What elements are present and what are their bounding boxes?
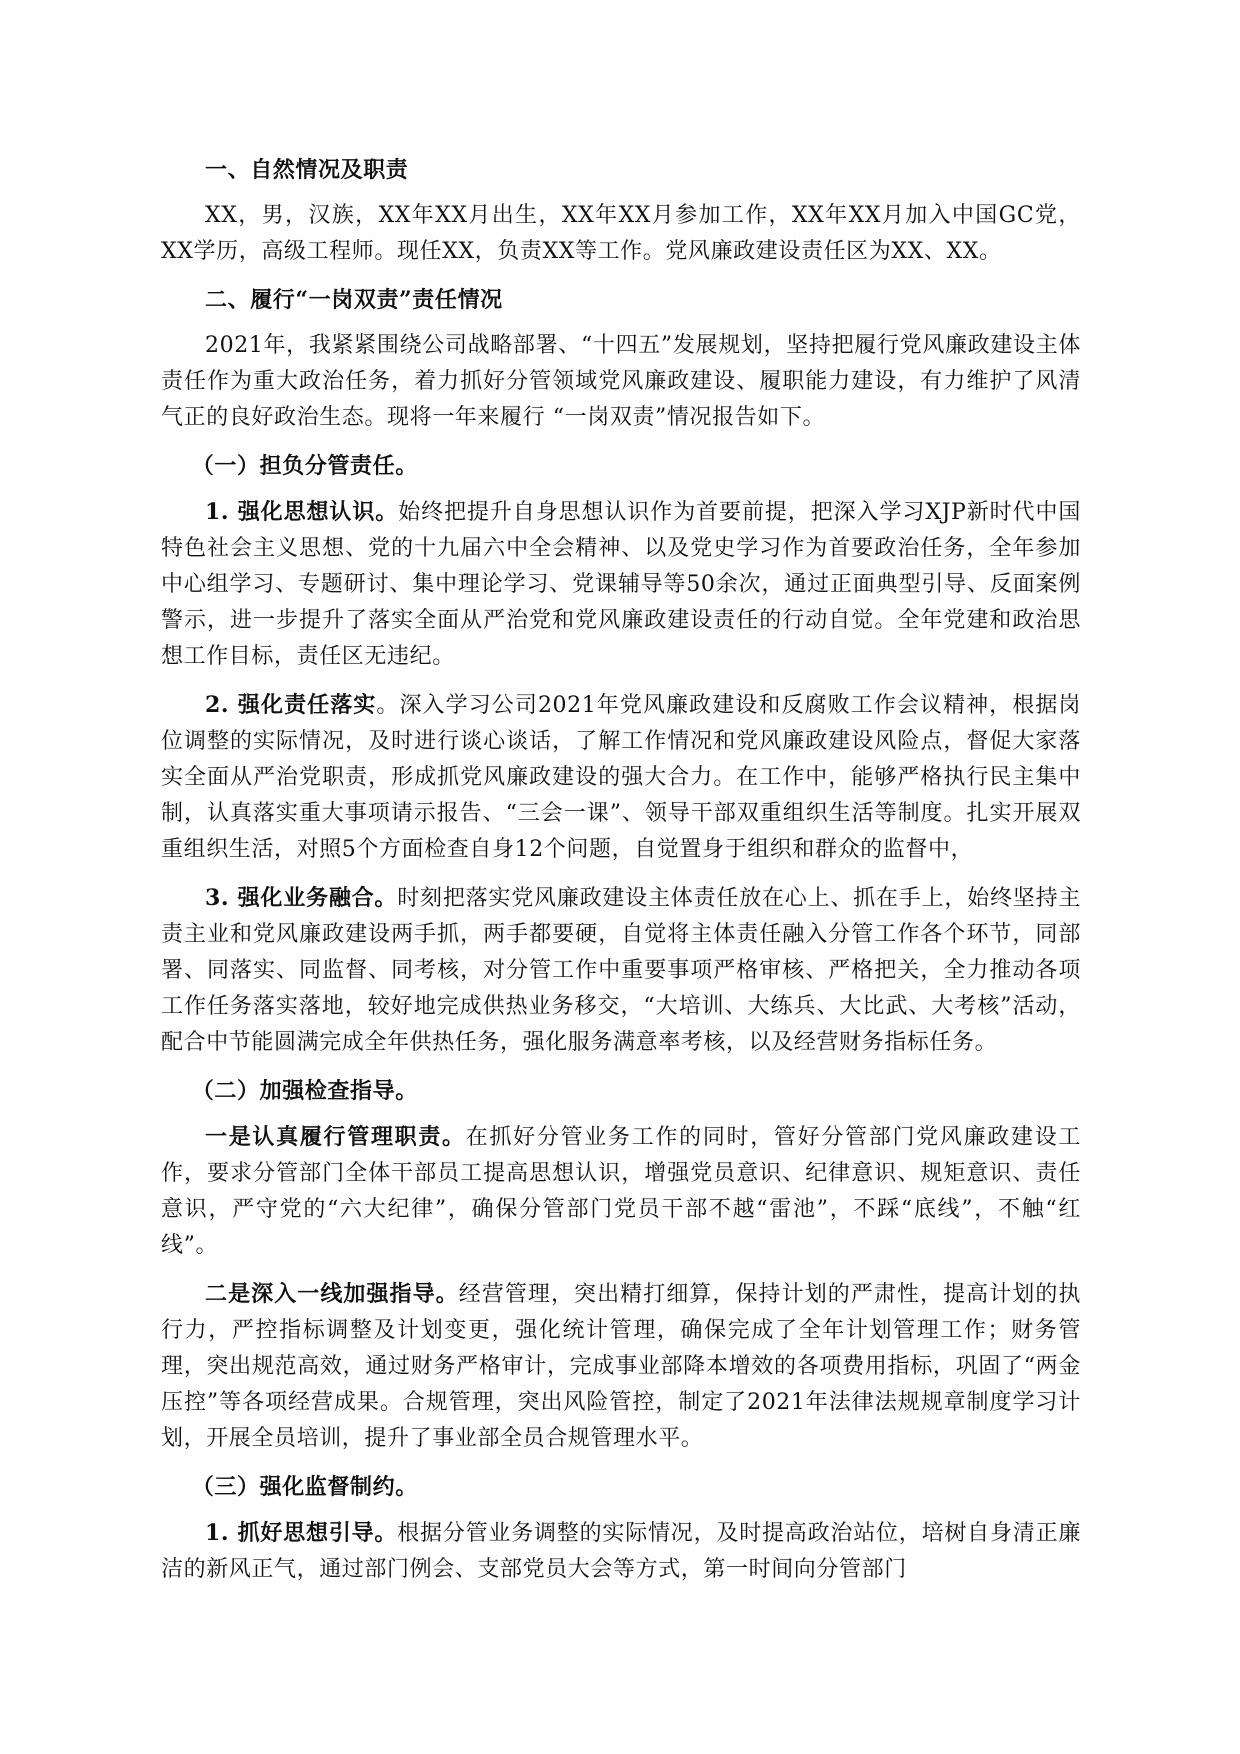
paragraph-intro: 2021年，我紧紧围绕公司战略部署、“十四五”发展规划，坚持把履行党风廉政建设主体责任作为重大政治任务，着力抓好分管领域党风廉政建设、履职能力建设，有力维护了风清气正的良好政治生态。现将一年来履行 “一岗双责”情况报告如下。	[161, 333, 1081, 430]
item-lead: 1. 抓好思想引导。	[205, 1520, 398, 1546]
subsection-heading-1: （一）担负分管责任。	[191, 453, 418, 479]
paragraph-item-2	[161, 687, 1081, 868]
paragraph-item-1	[161, 494, 1081, 675]
item-text: 经营管理，突出精打细算，保持计划的严肃性，提高计划的执行力，严控指标调整及计划变更，强化统计管理，确保完成了全年计划管理工作；财务管理，突出规范高效，通过财务严格审计，完成事业部降本增效的各项费用指标，巩固了“两金压控”等各项经营成果。合规管理，突出风险管控，制定了2021年法律法规规章制度学习计划，开展全员培训，提升了事业部全员合规管理水平。	[161, 1282, 1081, 1451]
item-lead: 3. 强化业务融合。	[205, 885, 398, 911]
section-heading-1: 一、自然情况及职责	[205, 157, 409, 183]
paragraph-item-guidance	[161, 1515, 1081, 1588]
item-text: 在抓好分管业务工作的同时，管好分管部门党风廉政建设工作，要求分管部门全体干部员工提高思想认识，增强党员意识、纪律意识、规矩意识、责任意识，严守党的“六大纪律”，确保分管部门党员干部不越“雷池”，不踩“底线”，不触“红线”。	[161, 1125, 1081, 1258]
paragraph-item-3	[161, 880, 1081, 1061]
section-heading-2: 二、履行“一岗双责”责任情况	[205, 287, 503, 313]
item-text: 时刻把落实党风廉政建设主体责任放在心上、抓在手上，始终坚持主责主业和党风廉政建设两手抓，两手都要硬，自觉将主体责任融入分管工作各个环节，同部署、同落实、同监督、同考核，对分管工作中重要事项严格审核、严格把关，全力推动各项工作任务落实落地，较好地完成供热业务移交，“大培训、大练兵、大比武、大考核”活动，配合中节能圆满完成全年供热任务，强化服务满意率考核，以及经营财务指标任务。	[161, 886, 1081, 1055]
document-page	[161, 152, 1081, 1600]
subsection-heading-2: （二）加强检查指导。	[191, 1078, 418, 1104]
paragraph-point-2	[161, 1276, 1081, 1457]
item-lead: 1. 强化思想认识。	[205, 499, 399, 525]
paragraph-point-1	[161, 1119, 1081, 1264]
item-text: 始终把提升自身思想认识作为首要前提，把深入学习XJP新时代中国特色社会主义思想、党的十九届六中全会精神、以及党史学习作为首要政治任务，全年参加中心组学习、专题研讨、集中理论学习、党课辅导等50余次，通过正面典型引导、反面案例警示，进一步提升了落实全面从严治党和党风廉政建设责任的行动自觉。全年党建和政治思想工作目标，责任区无违纪。	[161, 500, 1081, 669]
item-text: 。深入学习公司2021年党风廉政建设和反腐败工作会议精神，根据岗位调整的实际情况，及时进行谈心谈话，了解工作情况和党风廉政建设风险点，督促大家落实全面从严治党职责，形成抓党风廉政建设的强大合力。在工作中，能够严格执行民主集中制，认真落实重大事项请示报告、“三会一课”、领导干部双重组织生活等制度。扎实开展双重组织生活，对照5个方面检查自身12个问题，自觉置身于组织和群众的监督中，	[161, 693, 1081, 862]
paragraph-personal-info: XX，男，汉族，XX年XX月出生，XX年XX月参加工作，XX年XX月加入中国GC党，XX学历，高级工程师。现任XX，负责XX等工作。党风廉政建设责任区为XX、XX。	[161, 203, 1081, 264]
item-text: 根据分管业务调整的实际情况，及时提高政治站位，培树自身清正廉洁的新风正气，通过部门例会、支部党员大会等方式，第一时间向分管部门	[161, 1521, 1081, 1582]
subsection-heading-3: （三）强化监督制约。	[191, 1474, 418, 1500]
item-lead: 一是认真履行管理职责。	[205, 1124, 466, 1150]
item-lead: 2. 强化责任落实	[205, 692, 377, 718]
item-lead: 二是深入一线加强指导。	[205, 1281, 459, 1307]
